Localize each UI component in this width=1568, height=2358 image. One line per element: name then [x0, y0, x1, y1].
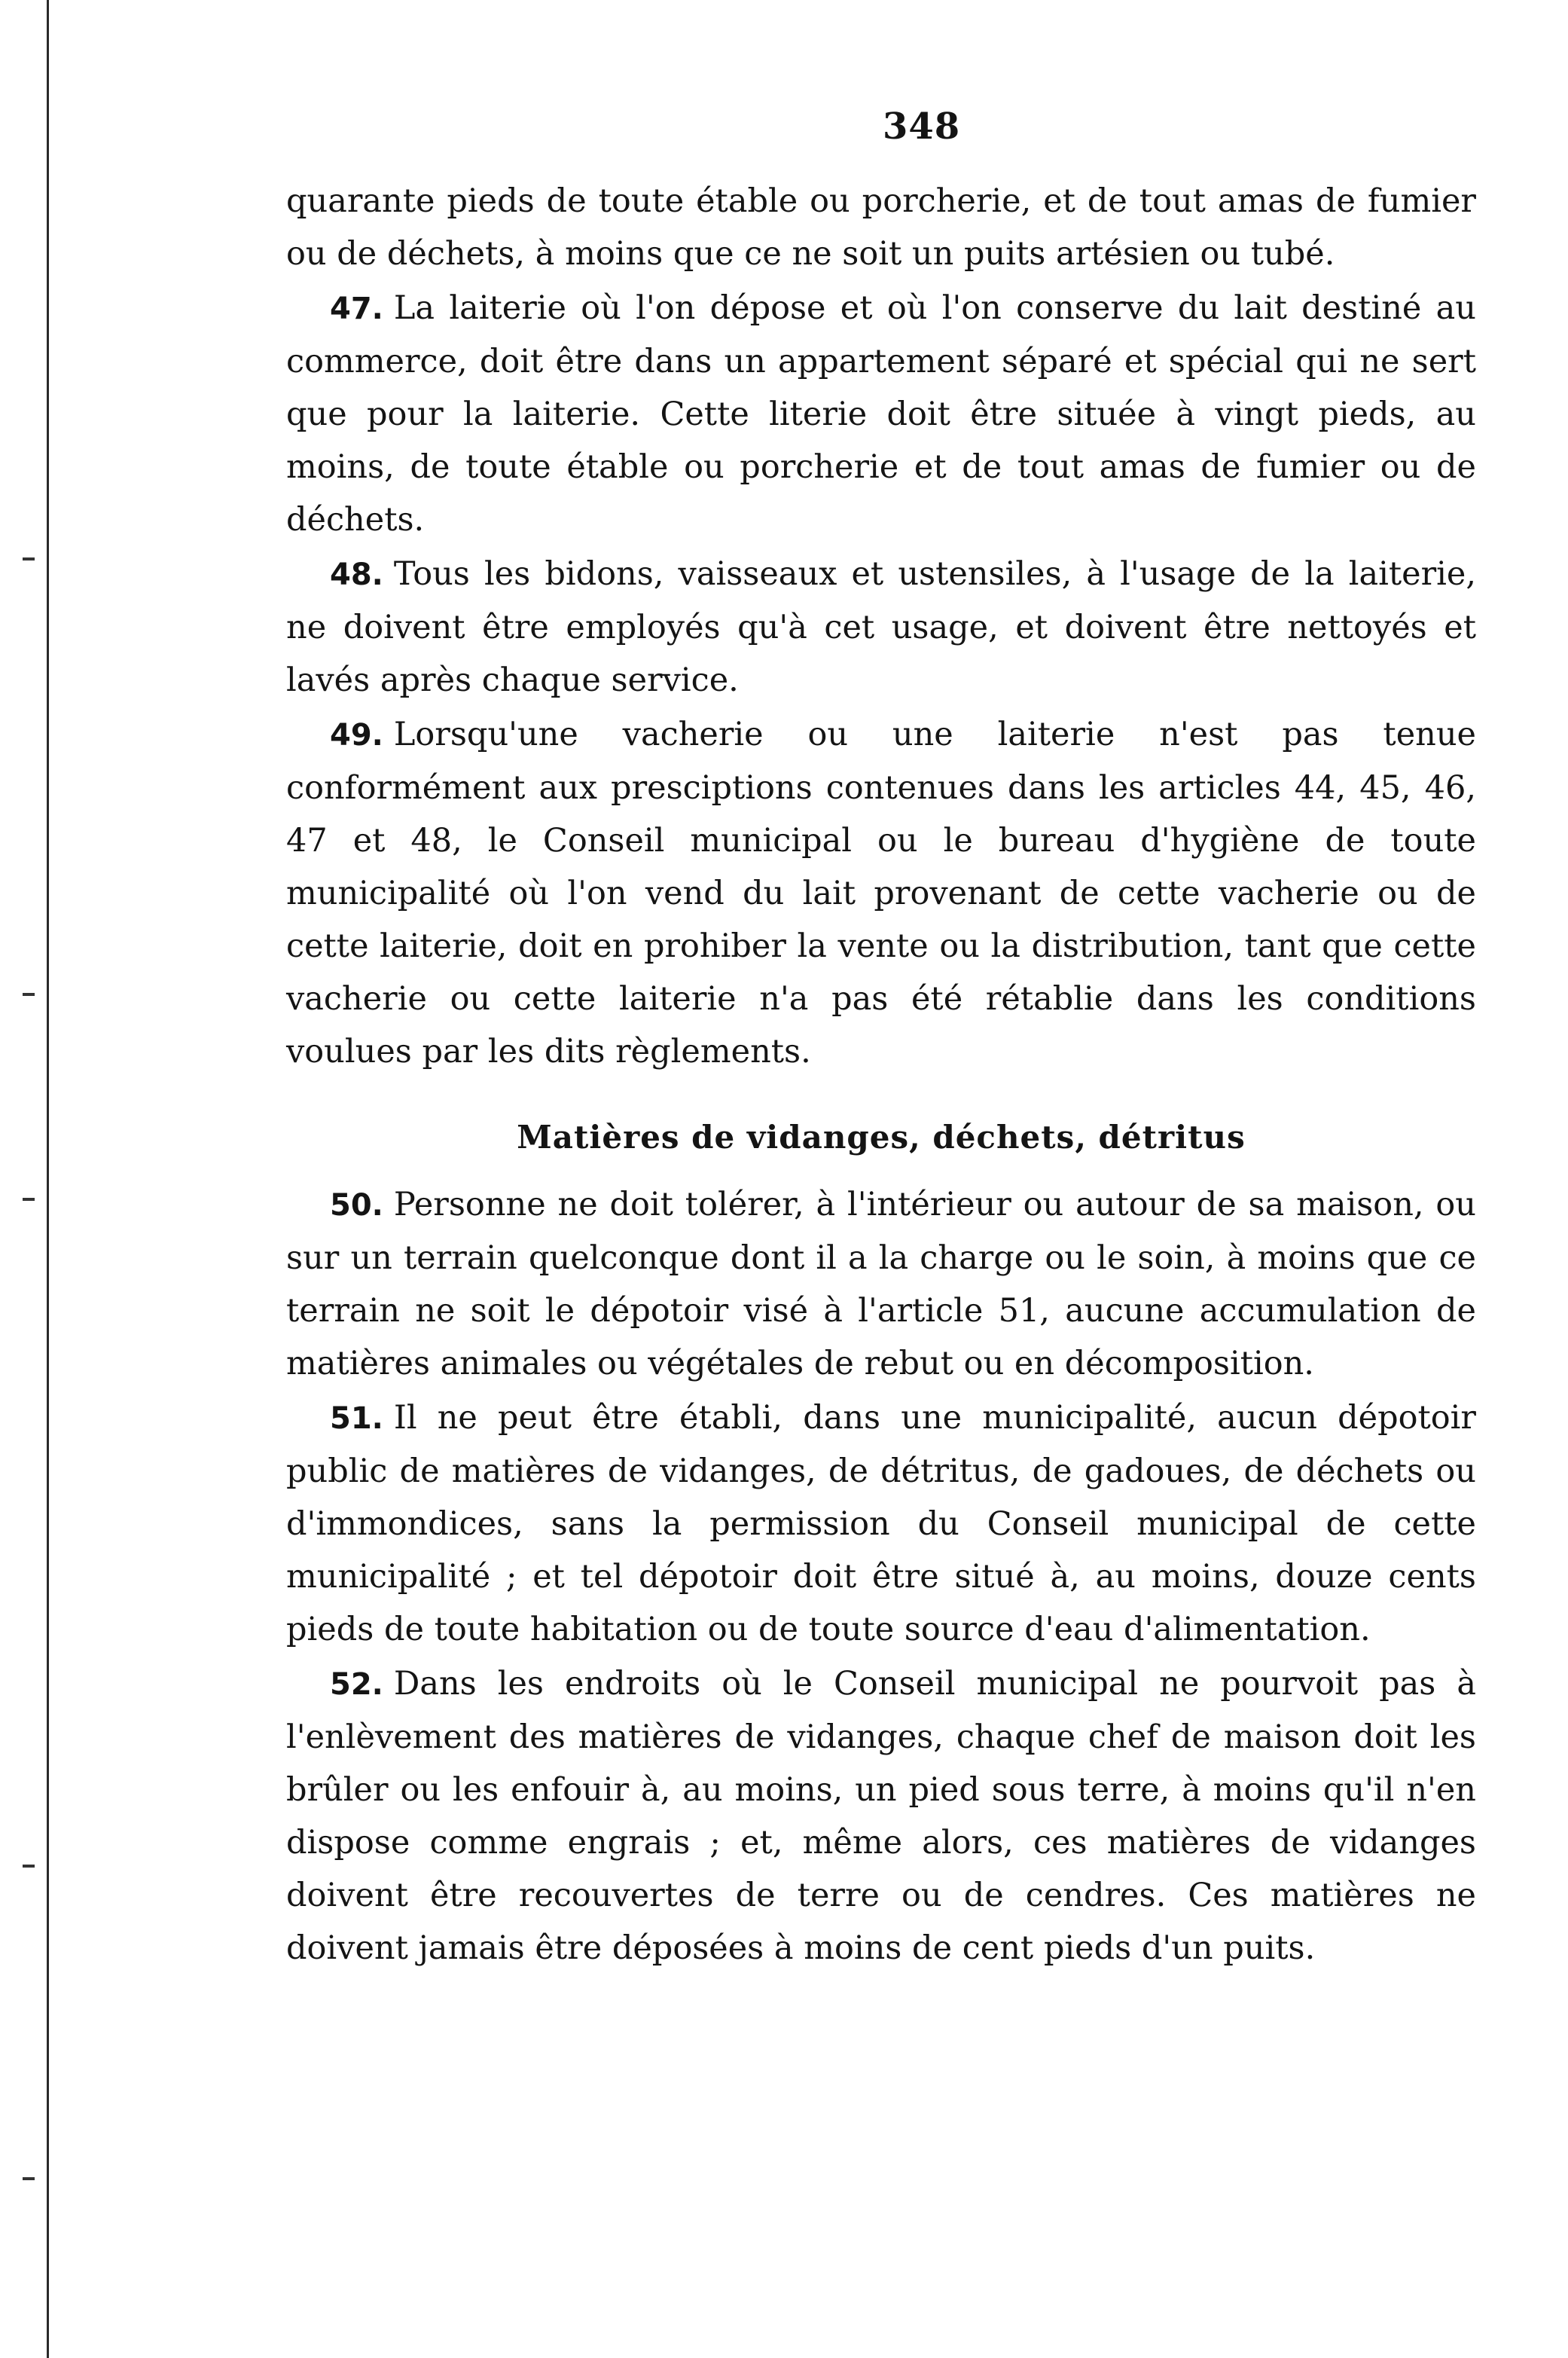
article-50	[286, 1178, 1476, 1390]
article-number: 47.	[330, 292, 383, 326]
article-number: 48.	[330, 557, 383, 592]
article-number: 49.	[330, 718, 383, 753]
section-heading: Matières de vidanges, déchets, détritus	[517, 1119, 1246, 1156]
article-47	[286, 282, 1476, 546]
binding-mark	[23, 1198, 35, 1201]
article-text: Personne ne doit tolérer, à l'intérieur ou autour de sa maison, ou sur un terrain quelconque dont il a la charge ou le soin, à moins que ce terrain ne soit le dépotoir visé à l'article 51, aucune accumulation de matières animales ou végétales de rebut ou en décomposition.	[286, 1186, 1476, 1382]
article-48	[286, 548, 1476, 707]
paragraph-continuation	[286, 175, 1476, 280]
article-number: 51.	[330, 1401, 383, 1436]
paragraph-text: quarante pieds de toute étable ou porcherie, et de tout amas de fumier ou de déchets, à moins que ce ne soit un puits artésien ou tubé.	[286, 182, 1476, 273]
article-text: Il ne peut être établi, dans une municipalité, aucun dépotoir public de matières de vidanges, de détritus, de gadoues, de déchets ou d'immondices, sans la permission du Conseil municipal de cette municipalité ; et tel dépotoir doit être situé à, au moins, douze cents pieds de toute habitation ou de toute source d'eau d'alimentation.	[286, 1399, 1476, 1648]
page-body	[286, 175, 1476, 1976]
article-number: 52.	[330, 1667, 383, 1702]
article-text: La laiterie où l'on dépose et où l'on conserve du lait destiné au commerce, doit être dans un appartement séparé et spécial qui ne sert que pour la laiterie. Cette literie doit être située à vingt pieds, au moins, de toute étable ou porcherie et de tout amas de fumier ou de déchets.	[286, 289, 1476, 539]
binding-mark	[23, 2177, 35, 2180]
article-51	[286, 1391, 1476, 1656]
article-number: 50.	[330, 1188, 383, 1223]
binding-mark	[23, 993, 35, 996]
page-binding-edge	[47, 0, 49, 2358]
page-number: 348	[883, 105, 961, 148]
binding-mark	[23, 557, 35, 560]
article-text: Lorsqu'une vacherie ou une laiterie n'est pas tenue conformément aux presciptions contenues dans les articles 44, 45, 46, 47 et 48, le Conseil municipal ou le bureau d'hygiène de toute municipalité où l'on vend du lait provenant de cette vacherie ou de cette laiterie, doit en prohiber la vente ou la distribution, tant que cette vacherie ou cette laiterie n'a pas été rétablie dans les conditions voulues par les dits règlements.	[286, 716, 1476, 1071]
article-text: Dans les endroits où le Conseil municipal ne pourvoit pas à l'enlèvement des matières de vidanges, chaque chef de maison doit les brûler ou les enfouir à, au moins, un pied sous terre, à moins qu'il n'en dispose comme engrais ; et, même alors, ces matières de vidanges doivent être recouvertes de terre ou de cendres. Ces matières ne doivent jamais être déposées à moins de cent pieds d'un puits.	[286, 1665, 1476, 1967]
article-52	[286, 1657, 1476, 1975]
article-text: Tous les bidons, vaisseaux et ustensiles, à l'usage de la laiterie, ne doivent être employés qu'à cet usage, et doivent être nettoyés et lavés après chaque service.	[286, 555, 1476, 699]
binding-mark	[23, 1865, 35, 1868]
article-49	[286, 708, 1476, 1078]
